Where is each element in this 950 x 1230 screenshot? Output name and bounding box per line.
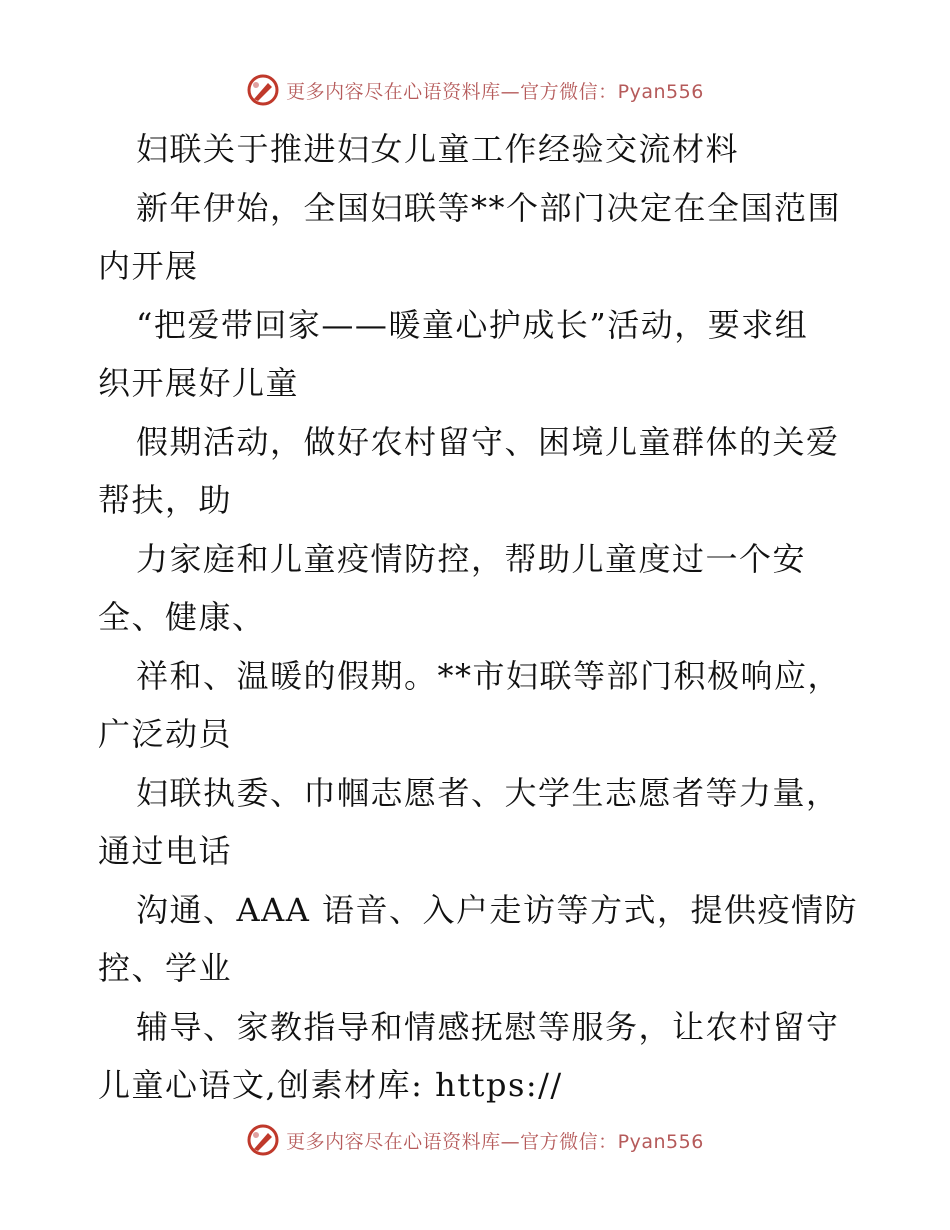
paragraph-line: 全、健康、 [98,598,266,636]
paragraph-line: 祥和、温暖的假期。**市妇联等部门积极响应， [136,656,842,695]
header-banner-text: 更多内容尽在心语资料库—官方微信：Pyan556 [286,80,704,103]
paragraph-line: 通过电话 [98,832,233,870]
header-banner [0,70,950,110]
paragraph-line: 织开展好儿童 [98,364,300,402]
paragraph-line: 帮扶，助 [98,481,233,519]
document-body [98,120,868,1115]
document-title: 妇联关于推进妇女儿童工作经验交流材料 [136,130,740,168]
paragraph-line: 力家庭和儿童疫情防控，帮助儿童度过一个安 [136,539,807,578]
paragraph-line: 假期活动，做好农村留守、困境儿童群体的关爱 [136,422,840,461]
footer-banner-text: 更多内容尽在心语资料库—官方微信：Pyan556 [286,1130,704,1153]
pen-logo-icon [246,1123,280,1157]
paragraph-line: 儿童心语文,创素材库: https:// [98,1066,563,1104]
paragraph-line: 新年伊始，全国妇联等**个部门决定在全国范围 [136,188,842,227]
paragraph-line: 广泛动员 [98,715,233,753]
pen-logo-icon [246,73,280,107]
paragraph-line: 辅导、家教指导和情感抚慰等服务，让农村留守 [136,1007,840,1046]
paragraph-line: 内开展 [98,247,199,285]
paragraph-line: “把爱带回家——暖童心护成长”活动，要求组 [136,305,809,344]
footer-banner [0,1120,950,1160]
paragraph-line: 妇联执委、巾帼志愿者、大学生志愿者等力量， [136,773,840,812]
paragraph-line: 控、学业 [98,949,233,987]
paragraph-line: 沟通、AAA 语音、入户走访等方式，提供疫情防 [136,890,859,929]
